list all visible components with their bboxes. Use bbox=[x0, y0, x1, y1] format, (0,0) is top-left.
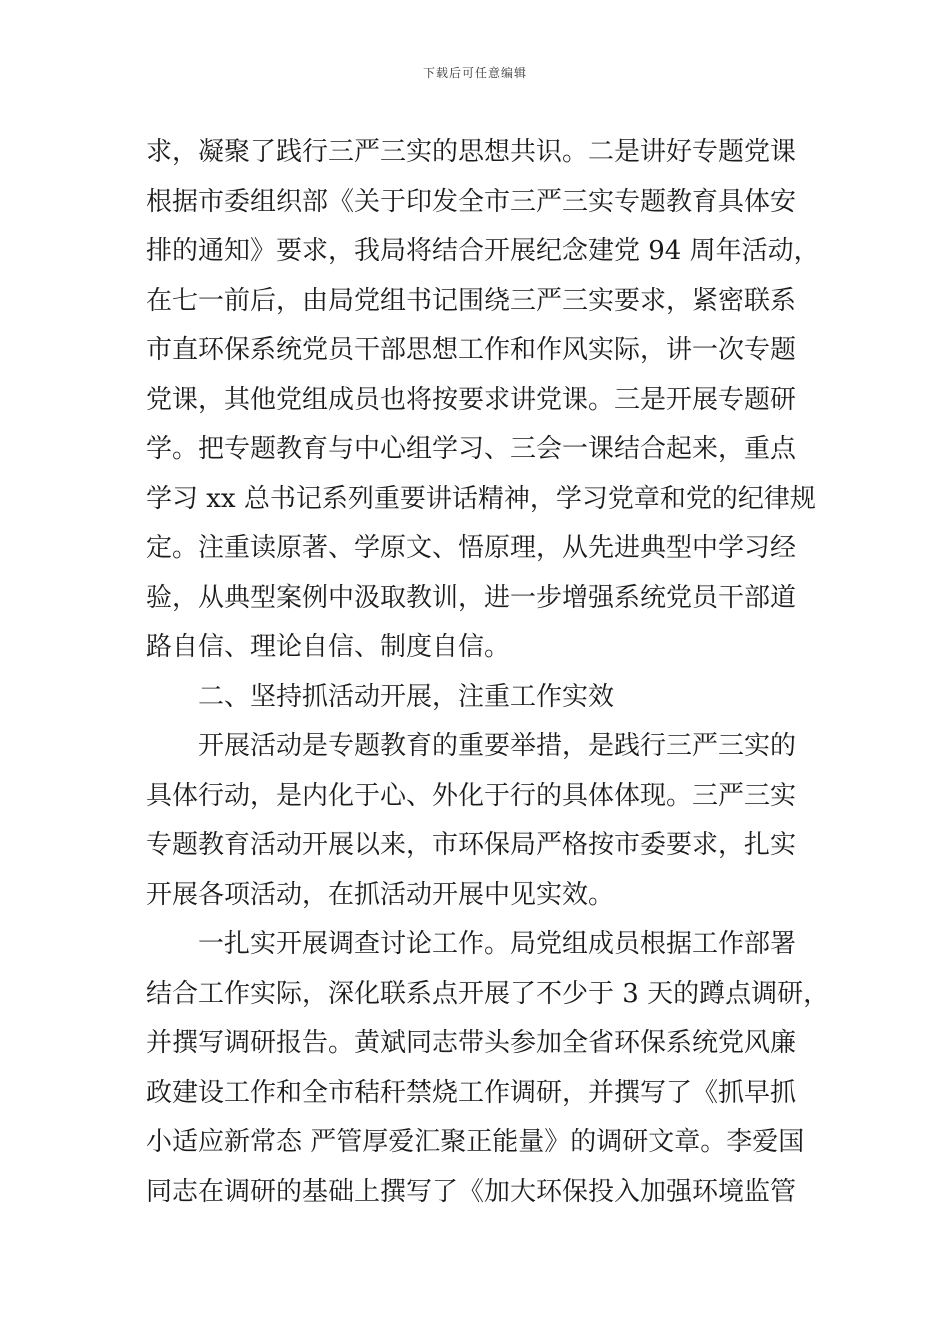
text-line: 学习 xx 总书记系列重要讲话精神，学习党章和党的纪律规 bbox=[146, 483, 816, 514]
section-heading: 二、坚持抓活动开展，注重工作实效 bbox=[198, 681, 615, 712]
text-line: 根据市委组织部《关于印发全市三严三实专题教育具体安 bbox=[146, 186, 797, 217]
text-line: 党课，其他党组成员也将按要求讲党课。三是开展专题研 bbox=[146, 384, 797, 415]
text-line: 排的通知》要求，我局将结合开展纪念建党 94 周年活动， bbox=[146, 236, 820, 266]
text-line: 验，从典型案例中汲取教训，进一步增强系统党员干部道 bbox=[146, 582, 797, 613]
text-line: 一扎实开展调查讨论工作。局党组成员根据工作部署 bbox=[198, 929, 797, 959]
text-line: 在七一前后，由局党组书记围绕三严三实要求，紧密联系 bbox=[146, 285, 797, 316]
text-line: 路自信、理论自信、制度自信。 bbox=[146, 632, 511, 662]
text-line: 求，凝聚了践行三严三实的思想共识。二是讲好专题党课 bbox=[146, 137, 797, 167]
text-line: 同志在调研的基础上撰写了《加大环保投入加强环境监管 bbox=[146, 1176, 797, 1207]
text-line: 开展活动是专题教育的重要举措，是践行三严三实的 bbox=[198, 731, 797, 761]
text-line: 专题教育活动开展以来，市环保局严格按市委要求，扎实 bbox=[146, 830, 797, 860]
text-line: 定。注重读原著、学原文、悟原理，从先进典型中学习经 bbox=[146, 533, 797, 563]
text-line: 具体行动，是内化于心、外化于行的具体体现。三严三实 bbox=[146, 780, 797, 811]
text-line: 并撰写调研报告。黄斌同志带头参加全省环保系统党风廉 bbox=[146, 1028, 797, 1058]
text-line: 开展各项活动，在抓活动开展中见实效。 bbox=[146, 879, 615, 910]
document-body bbox=[146, 128, 830, 1217]
page-header-note: 下载后可任意编辑 bbox=[422, 66, 527, 80]
text-line: 小适应新常态 严管厚爱汇聚正能量》的调研文章。李爱国 bbox=[146, 1127, 805, 1157]
text-line: 学。把专题教育与中心组学习、三会一课结合起来，重点 bbox=[146, 434, 797, 464]
text-line: 政建设工作和全市秸秆禁烧工作调研，并撰写了《抓早抓 bbox=[146, 1077, 797, 1108]
text-line: 结合工作实际，深化联系点开展了不少于 3 天的蹲点调研， bbox=[146, 978, 830, 1009]
text-line: 市直环保系统党员干部思想工作和作风实际，讲一次专题 bbox=[146, 335, 797, 365]
